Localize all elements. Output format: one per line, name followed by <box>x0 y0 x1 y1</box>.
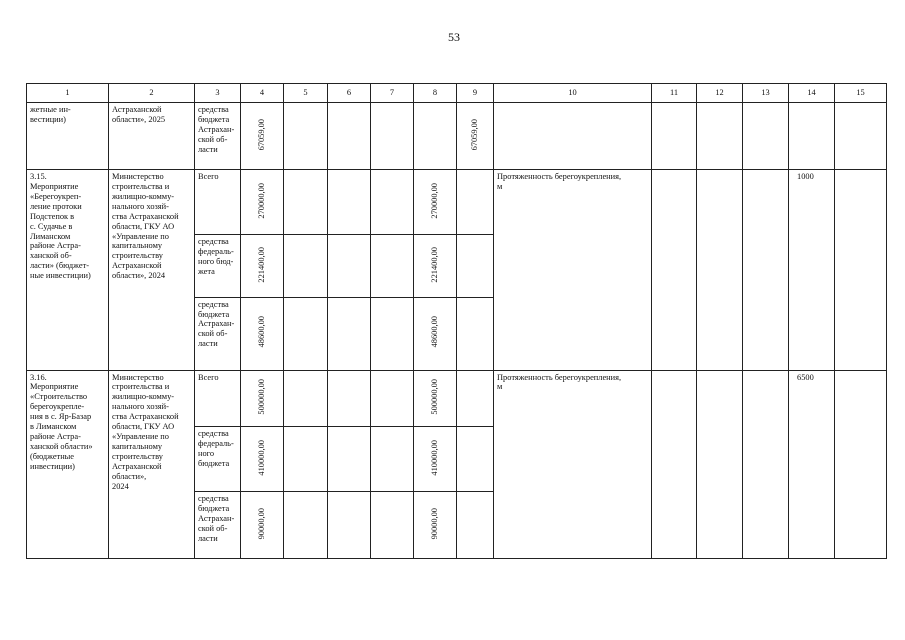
cell-text: 3.16. Мероприятие «Строительство берегоукрепле- ния в с. Яр-Базар в Лиманском районе Астра- ханской области» (бюджетные инвестиции) <box>30 372 93 471</box>
page-number: 53 <box>448 30 460 44</box>
amount-value: 500000,00 <box>257 379 267 415</box>
funding-source-cell <box>195 170 241 235</box>
amount-value: 67059,00 <box>470 119 480 151</box>
empty-cell <box>457 297 494 370</box>
column-number-7: 7 <box>371 84 414 103</box>
cell-text: 3.15. Мероприятие «Берегоукреп- ление протоки Подстепок в с. Судачье в Лиманском районе Астра- ханской об- ласти» (бюджет- ные инвестиции) <box>30 172 91 281</box>
funding-source-cell <box>195 370 241 427</box>
empty-cell <box>284 234 328 297</box>
empty-cell <box>457 492 494 559</box>
indicator-cell <box>494 103 652 170</box>
empty-cell <box>652 170 697 371</box>
amount-value: 270000,00 <box>257 182 267 219</box>
column-number-4: 4 <box>241 84 284 103</box>
empty-cell <box>371 170 414 235</box>
cell-text: Министерство строительства и жилищно-комму- нального хозяй- ства Астраханской области, ГКУ АО «Управление по капитальному строительству Астраханской области», 2024 <box>112 172 179 281</box>
empty-cell <box>284 297 328 370</box>
column-number-11: 11 <box>652 84 697 103</box>
indicator-value-cell <box>789 370 835 558</box>
amount-total-cell <box>241 103 284 170</box>
empty-cell <box>652 103 697 170</box>
cell-text: Министерство строительства и жилищно-комму- нального хозяй- ства Астраханской области, ГКУ АО «Управление по капитальному строительству Астраханской области», 2024 <box>112 372 179 491</box>
funding-source-cell <box>195 427 241 492</box>
empty-cell <box>652 370 697 558</box>
empty-cell <box>457 427 494 492</box>
table-row <box>27 170 887 235</box>
funding-source-cell <box>195 234 241 297</box>
column-number-9: 9 <box>457 84 494 103</box>
cell-text: средства бюджета Астрахан- ской об- ласти <box>198 494 235 543</box>
amount-value: 48600,00 <box>257 316 267 348</box>
empty-cell <box>284 370 328 427</box>
empty-cell <box>743 170 789 371</box>
empty-cell <box>743 103 789 170</box>
indicator-value-cell <box>789 170 835 371</box>
cell-text: средства бюджета Астрахан- ской об- ласти <box>198 105 235 154</box>
empty-cell <box>697 370 743 558</box>
empty-cell <box>371 492 414 559</box>
program-table <box>26 83 887 559</box>
cell-text: Протяженность берегоукрепления, м <box>497 372 622 392</box>
cell-text: 1000 <box>797 172 814 182</box>
amount-year-cell <box>414 234 457 297</box>
empty-cell <box>328 370 371 427</box>
empty-cell <box>457 170 494 235</box>
empty-cell <box>328 103 371 170</box>
column-number-5: 5 <box>284 84 328 103</box>
amount-value: 90000,00 <box>257 507 267 540</box>
column-number-row <box>27 84 887 103</box>
empty-cell <box>284 103 328 170</box>
empty-cell <box>835 170 887 371</box>
cell-text: средства федераль- ного бюд- жета <box>198 236 234 276</box>
empty-cell <box>328 170 371 235</box>
event-description-cell <box>27 370 109 558</box>
empty-cell <box>371 370 414 427</box>
column-number-8: 8 <box>414 84 457 103</box>
amount-year-cell <box>457 103 494 170</box>
indicator-cell <box>494 370 652 558</box>
table-row <box>27 370 887 427</box>
funding-source-cell <box>195 492 241 559</box>
cell-text: Всего <box>198 172 219 182</box>
amount-total-cell <box>241 492 284 559</box>
column-number-10: 10 <box>494 84 652 103</box>
amount-value: 270000,00 <box>430 182 440 219</box>
amount-year-cell <box>414 370 457 427</box>
empty-cell <box>743 370 789 558</box>
amount-value: 67059,00 <box>257 119 267 151</box>
amount-year-cell <box>414 492 457 559</box>
amount-value: 221400,00 <box>257 246 267 283</box>
amount-year-cell <box>414 427 457 492</box>
empty-cell <box>789 103 835 170</box>
amount-year-cell <box>414 297 457 370</box>
amount-total-cell <box>241 234 284 297</box>
empty-cell <box>371 427 414 492</box>
responsible-executor-cell <box>109 170 195 371</box>
funding-source-cell <box>195 103 241 170</box>
amount-total-cell <box>241 297 284 370</box>
empty-cell <box>284 427 328 492</box>
empty-cell <box>697 170 743 371</box>
column-number-3: 3 <box>195 84 241 103</box>
amount-value: 500000,00 <box>430 379 440 415</box>
event-description-cell <box>27 103 109 170</box>
cell-text: Протяженность берегоукрепления, м <box>497 172 622 191</box>
empty-cell <box>284 492 328 559</box>
column-number-2: 2 <box>109 84 195 103</box>
amount-total-cell <box>241 370 284 427</box>
empty-cell <box>414 103 457 170</box>
empty-cell <box>328 234 371 297</box>
column-number-6: 6 <box>328 84 371 103</box>
amount-value: 410000,00 <box>257 439 267 476</box>
cell-text: 6500 <box>797 372 814 382</box>
amount-total-cell <box>241 170 284 235</box>
cell-text: Астраханской области», 2025 <box>112 105 166 125</box>
cell-text: Всего <box>198 372 219 382</box>
empty-cell <box>697 103 743 170</box>
column-number-15: 15 <box>835 84 887 103</box>
event-description-cell <box>27 170 109 371</box>
responsible-executor-cell <box>109 370 195 558</box>
column-number-1: 1 <box>27 84 109 103</box>
responsible-executor-cell <box>109 103 195 170</box>
empty-cell <box>328 297 371 370</box>
funding-source-cell <box>195 297 241 370</box>
empty-cell <box>457 234 494 297</box>
empty-cell <box>371 234 414 297</box>
cell-text: средства бюджета Астрахан- ской об- ласти <box>198 299 235 349</box>
amount-value: 221400,00 <box>430 246 440 283</box>
cell-text: средства федераль- ного бюджета <box>198 429 234 468</box>
empty-cell <box>284 170 328 235</box>
empty-cell <box>328 492 371 559</box>
column-number-14: 14 <box>789 84 835 103</box>
cell-text: жетные ин- вестиции) <box>30 105 71 125</box>
table-row <box>27 103 887 170</box>
amount-value: 410000,00 <box>430 439 440 476</box>
empty-cell <box>371 103 414 170</box>
indicator-cell <box>494 170 652 371</box>
column-number-13: 13 <box>743 84 789 103</box>
empty-cell <box>371 297 414 370</box>
empty-cell <box>328 427 371 492</box>
amount-total-cell <box>241 427 284 492</box>
amount-value: 90000,00 <box>430 507 440 540</box>
column-number-12: 12 <box>697 84 743 103</box>
amount-value: 48600,00 <box>430 316 440 348</box>
empty-cell <box>457 370 494 427</box>
empty-cell <box>835 103 887 170</box>
amount-year-cell <box>414 170 457 235</box>
empty-cell <box>835 370 887 558</box>
